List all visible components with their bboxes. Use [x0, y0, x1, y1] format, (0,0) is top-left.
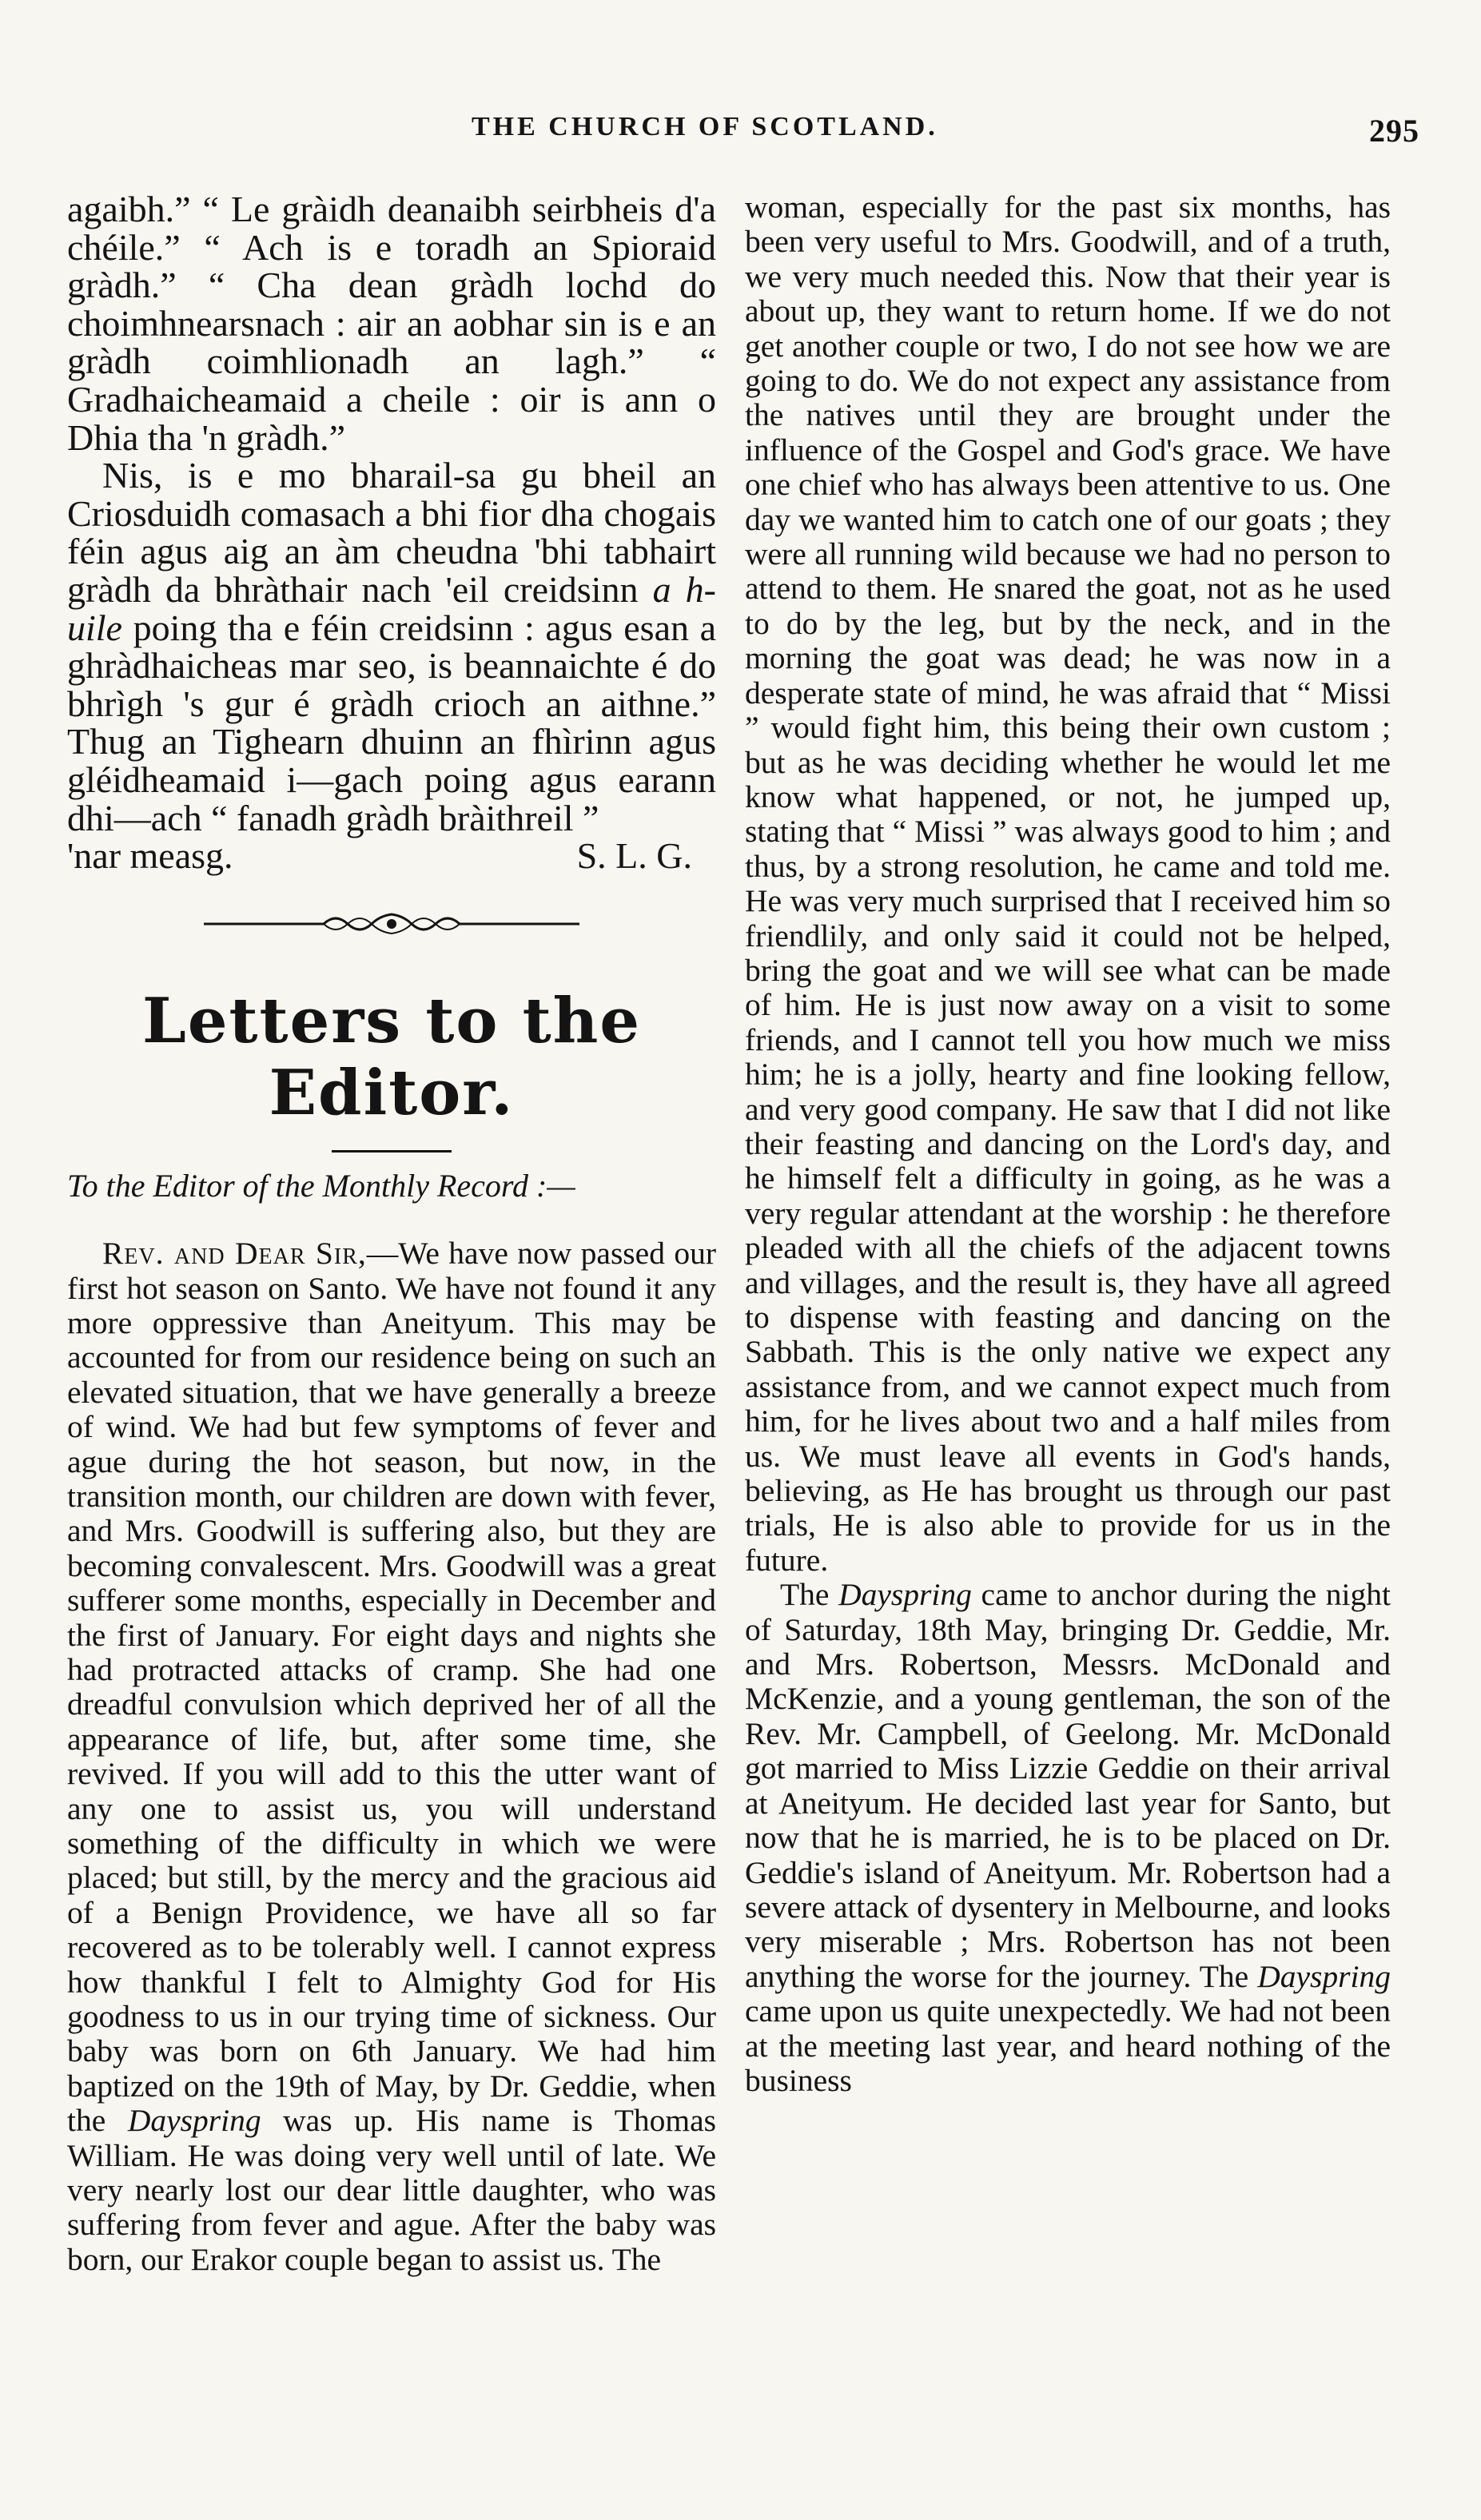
gaelic-closing: 'nar measg. — [67, 835, 233, 877]
letter-text: The — [780, 1577, 839, 1613]
letter-text: —We have now passed our first hot season on Santo. We have not found it any more oppressive than Aneityum. This may be accounted for from our residence being on such an elevated situation, that we have generally a breeze of wind. We had but few symptoms of fever and ague during the hot season, but now, in the transition month, our children are down with fever, and Mrs. Goodwill is suffering also, but they are becoming convalescent. Mrs. Goodwill was a great sufferer some months, especially in December and the first of January. For eight days and nights she had protracted attacks of cramp. She had one dreadful convulsion which deprived her of all the appearance of life, but, after some time, she revived. If you will add to this the utter want of any one to assist us, you will understand something of the difficulty in which we were placed; but still, by the mercy and the gracious aid of a Benign Providence, we have all so far recovered as to be tolerably well. I cannot express how thankful I felt to Almighty God for His goodness to us in our trying time of sickness. Our baby was born on 6th January. We had him baptized on the 19th of May, by Dr. Geddie, when the — [67, 1236, 717, 2139]
gaelic-paragraph-1: agaibh.” “ Le gràidh deanaibh seirbheis d'a chéile.” “ Ach is e toradh an Spioraid gràdh.” “ Cha dean gràdh lochd do choimhnearsnach : air an aobhar sin is e an gràdh coimhlionadh an lagh.” “ Gradhaicheamaid a cheile : oir is ann o Dhia tha 'n gràdh.” — [67, 189, 716, 458]
gaelic-paragraph-2 — [67, 456, 716, 837]
letter-text: came upon us quite unexpectedly. We had not been at the meeting last year, and heard nothing of the business — [745, 1993, 1391, 2098]
ornament-divider — [204, 910, 579, 938]
left-column — [67, 190, 716, 2277]
to-editor-line: To the Editor of the Monthly Record :— — [67, 1167, 575, 1204]
right-column — [745, 190, 1391, 2098]
salutation: Rev. and Dear Sir, — [102, 1236, 367, 1272]
title-rule — [332, 1150, 452, 1153]
gaelic-text: poing tha e féin creidsinn : agus esan a ghràdhaicheas mar seo, is beannaichte é do bhrìgh 's gur é gràdh crioch an aithne.” Thug an Tighearn dhuinn an fhìrinn agus gléidheamaid i—gach poing agus earann dhi—ach “ fanadh gràdh bràithreil ” — [67, 607, 716, 838]
ship-name: Dayspring — [838, 1577, 972, 1613]
page-number: 295 — [1369, 113, 1419, 149]
letter-text: was up. His name is Thomas William. He was doing very well until of late. We very nearly lost our dear little daughter, who was suffering from fever and ague. After the baby was born, our Erakor couple began to assist us. The — [67, 2103, 716, 2277]
running-title: THE CHURCH OF SCOTLAND. — [472, 112, 938, 141]
letter-text: came to anchor during the night of Saturday, 18th May, bringing Dr. Geddie, Mr. and Mrs. Robertson, Messrs. McDonald and McKenzie, and a young gentleman, the son of the Rev. Mr. Campbell, of Geelong. Mr. McDonald got married to Miss Lizzie Geddie on their arrival at Aneityum. He decided last year for Santo, but now that he is married, he is to be placed on Dr. Geddie's island of Aneityum. Mr. Robertson had a severe attack of dysentery in Melbourne, and looks very miserable ; Mrs. Robertson has not been anything the worse for the journey. The — [745, 1577, 1391, 1994]
gaelic-emphasis: a h-uile — [67, 568, 716, 648]
ship-name: Dayspring — [127, 2103, 261, 2139]
gaelic-text: Nis, is e mo bharail-sa gu bheil an Criosduidh comasach a bhi fior dha chogais féin agus aig an àm cheudna 'bhi tabhairt gràdh da bhràthair nach 'eil creidsinn — [67, 455, 716, 610]
signature-line — [67, 837, 716, 875]
signature: S. L. G. — [576, 835, 692, 877]
letter-paragraph-1 — [67, 1236, 716, 2277]
letter-paragraph-2 — [745, 1578, 1391, 2098]
section-title: Letters to the Editor. — [142, 984, 641, 1129]
letter-paragraph-continued: woman, especially for the past six months, has been very useful to Mrs. Goodwill, and of a truth, we very much needed this. Now that their year is about up, they want to return home. If we do not get another couple or two, I do not see how we are going to do. We do not expect any assistance from the natives until they are brought under the influence of the Gospel and God's grace. We have one chief who has always been attentive to us. One day we wanted him to catch one of our goats ; they were all running wild because we had no person to attend to them. He snared the goat, not as he used to do by the leg, but by the neck, and in the morning the goat was dead; he was now in a desperate state of mind, he was afraid that “ Missi ” would fight him, this being their own custom ; but as he was deciding whether he would let me know what happened, or not, he jumped up, stating that “ Missi ” was always good to him ; and thus, by a strong resolution, he came and told me. He was very much surprised that I received him so friendlily, and only said it could not be helped, bring the goat and we will see what can be made of him. He is just now away on a visit to some friends, and I cannot tell you how much we miss him; he is a jolly, hearty and fine looking fellow, and very good company. He saw that I did not like their feasting and dancing on the Lord's day, and he himself felt a difficulty in going, as he was a very regular attendant at the worship : he therefore pleaded with all the chiefs of the adjacent towns and villages, and the result is, they have all agreed to dispense with feasting and dancing on the Sabbath. This is the only native we expect any assistance from, and we cannot expect much from him, for he lives about two and a half miles from us. We must leave all events in God's hands, believing, as He has brought us through our past trials, He is also able to provide for us in the future. — [745, 189, 1391, 1578]
ship-name: Dayspring — [1257, 1958, 1391, 1994]
